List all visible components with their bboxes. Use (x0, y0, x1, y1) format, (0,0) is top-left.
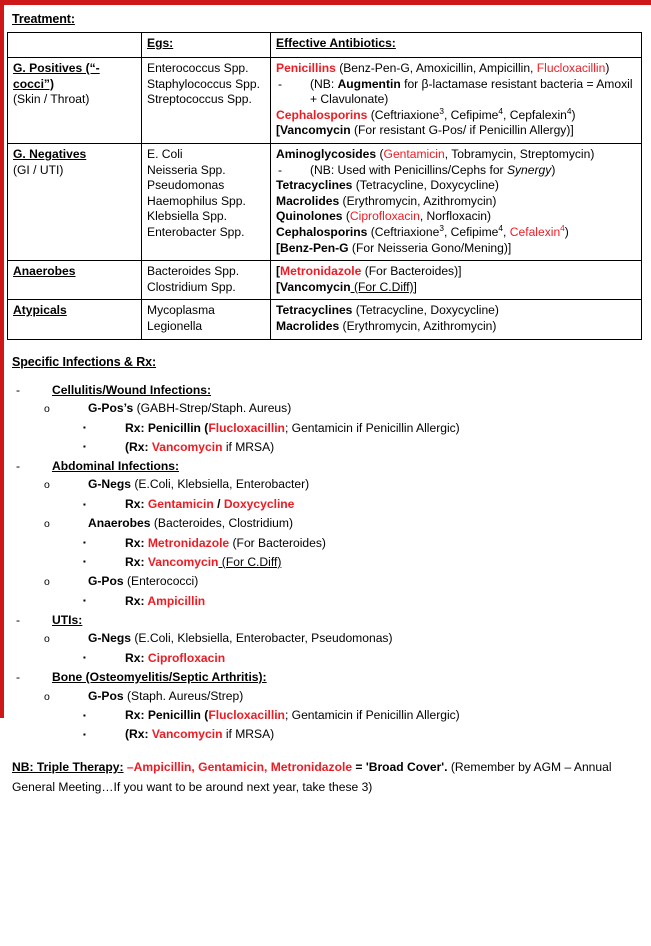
antibiotics-cell (271, 58, 642, 144)
treatment-separator: / (213, 497, 224, 512)
organism-examples-cell (142, 143, 271, 260)
treatment-heading: Treatment: (12, 12, 75, 26)
table-column-header-1 (142, 33, 271, 58)
infection-section-title (16, 668, 647, 687)
level3-square-bullet: ▪ (83, 423, 86, 433)
organism-group-name: G-Pos’s (88, 401, 134, 416)
infection-section-title (16, 611, 647, 630)
organism-group-detail: (E.Coli, Klebsiella, Enterobacter, Pseudomonas) (131, 631, 393, 646)
organism-group-name: G-Pos (88, 688, 124, 703)
infection-name: Cellulitis/Wound Infections: (52, 382, 212, 397)
organism-group-name: G-Negs (88, 477, 132, 492)
generation-superscript: 3 (439, 222, 444, 233)
treatment-drug: Flucloxacillin (208, 420, 285, 435)
antibiotic-bracket: [ (276, 264, 281, 279)
antibiotic-class-name: Metronidazole (280, 264, 362, 279)
antibiotic-detail: , Cefipime (443, 224, 499, 239)
organism-examples-cell (142, 261, 271, 300)
organism-examples-cell (142, 300, 271, 339)
treatment-line (83, 649, 647, 668)
generation-superscript: 4 (566, 105, 572, 116)
table-row (8, 58, 642, 144)
antibiotic-class-name: Cephalosporins (276, 224, 368, 239)
antibiotics-table (7, 32, 642, 340)
level3-square-bullet: ▪ (83, 653, 86, 663)
table-row (8, 143, 642, 260)
note-text-italic: Synergy (506, 162, 552, 177)
antibiotic-detail: (Ceftriaxione (367, 224, 440, 239)
antibiotic-detail: ( (376, 146, 384, 161)
treatment-note: ; Gentamicin if Penicillin Allergic) (284, 708, 460, 723)
table-header-row (8, 33, 642, 58)
note-text-bold: Augmentin (337, 76, 401, 91)
level3-square-bullet: ▪ (83, 557, 86, 567)
specific-infections-heading: Specific Infections & Rx: (12, 354, 157, 369)
infection-section-title (16, 381, 647, 400)
antibiotic-detail: , Cefipime (443, 107, 499, 122)
antibiotic-entry (276, 194, 636, 210)
organism-example: Streptococcus Spp. (147, 92, 252, 107)
antibiotic-detail: , Norfloxacin) (419, 209, 492, 224)
level3-square-bullet: ▪ (83, 499, 86, 509)
infection-name: Abdominal Infections: (52, 458, 179, 473)
organism-group (44, 399, 647, 419)
treatment-drug: Metronidazole (147, 535, 230, 550)
organism-category-name: Atypicals (13, 303, 67, 318)
treatment-note: ; Gentamicin if Penicillin Allergic) (284, 420, 460, 435)
note-text-pre: (NB: (310, 76, 338, 91)
treatment-prefix: Rx: (125, 554, 148, 569)
level2-circle-bullet: o (44, 633, 50, 646)
antibiotic-detail: ) (571, 107, 576, 122)
level3-square-bullet: ▪ (83, 729, 86, 739)
antibiotic-class-name: [Benz-Pen-G (276, 240, 349, 255)
antibiotic-detail: (For Neisseria Gono/Mening)] (348, 240, 512, 255)
document-body (4, 5, 647, 797)
antibiotic-class-name: [Vancomycin (276, 123, 351, 138)
organism-group (44, 475, 647, 495)
antibiotic-detail: (For Bacteroides)] (361, 264, 462, 279)
infection-section-title (16, 457, 647, 476)
treatment-line (83, 419, 647, 438)
antibiotic-entry (276, 209, 636, 225)
level2-circle-bullet: o (44, 518, 50, 531)
generation-superscript: 4 (498, 105, 504, 116)
antibiotic-detail: , Cepfalexin (503, 107, 567, 122)
column-header-label: Effective Antibiotics: (276, 36, 396, 50)
triple-therapy-drugs: –Ampicillin, Gentamicin, Metronidazole (123, 760, 353, 775)
antibiotic-class-name: Vancomycin (280, 279, 351, 294)
level1-dash-bullet: - (16, 612, 21, 627)
treatment-line (83, 495, 647, 514)
organism-group (44, 687, 647, 707)
antibiotic-entry (276, 319, 636, 335)
organism-group-detail: (Staph. Aureus/Strep) (123, 688, 244, 703)
antibiotic-detail: (Erythromycin, Azithromycin) (339, 193, 497, 208)
generation-superscript: 3 (439, 105, 444, 116)
level1-dash-bullet: - (16, 382, 21, 397)
antibiotics-cell (271, 300, 642, 339)
organism-group-name: Anaerobes (88, 516, 151, 531)
antibiotic-highlight: Ciprofloxacin (349, 209, 420, 224)
antibiotic-entry (276, 147, 636, 163)
treatment-drug: Gentamicin (147, 497, 214, 512)
organism-category-name: G. Negatives (13, 146, 87, 161)
level3-square-bullet: ▪ (83, 710, 86, 720)
triple-therapy-tail: (Remember by AGM – Annual General Meeting…If you want to be around next year, take these 3) (12, 760, 612, 794)
antibiotic-highlight: Gentamicin (383, 146, 445, 161)
level2-circle-bullet: o (44, 575, 50, 588)
table-column-header-2 (271, 33, 642, 58)
antibiotic-detail: (Tetracycline, Doxycycline) (352, 303, 499, 318)
level1-dash-bullet: - (16, 669, 21, 684)
antibiotic-class-name: Cephalosporins (276, 107, 368, 122)
antibiotic-detail: (For resistant G-Pos/ if Penicillin Allergy)] (350, 123, 574, 138)
table-column-header-0 (8, 33, 142, 58)
treatment-line (83, 534, 647, 553)
antibiotic-entry (276, 105, 636, 124)
antibiotic-detail: , (503, 224, 510, 239)
organism-group (44, 629, 647, 649)
organism-category-cell (8, 58, 142, 144)
treatment-prefix: Rx: Penicillin ( (125, 708, 209, 723)
note-text-post: ) (551, 162, 556, 177)
antibiotic-note (278, 162, 636, 179)
antibiotic-detail: (Benz-Pen-G, Amoxicillin, Ampicillin, (335, 61, 537, 75)
antibiotic-class-name: Tetracyclines (276, 178, 353, 193)
antibiotic-highlight: Cefalexin (509, 224, 561, 239)
triple-therapy-note (12, 758, 639, 797)
organism-example: Clostridium Spp. (147, 279, 236, 294)
antibiotic-class-name: Penicillins (276, 61, 336, 75)
treatment-line (83, 706, 647, 725)
column-header-label: Egs: (147, 36, 174, 50)
antibiotic-entry (276, 241, 636, 257)
table-row (8, 300, 642, 339)
antibiotic-detail-underlined: (For C.Diff) (350, 279, 414, 294)
level1-dash-bullet: - (16, 458, 21, 473)
organism-group (44, 514, 647, 534)
organism-group-detail: (Bacteroides, Clostridium) (150, 516, 293, 531)
generation-superscript: 4 (498, 222, 504, 233)
treatment-prefix: Rx: (125, 535, 148, 550)
antibiotic-entry (276, 123, 636, 139)
organism-group-name: G-Negs (88, 631, 132, 646)
specific-infections-outline (4, 381, 647, 745)
treatment-prefix: (Rx: (125, 439, 152, 454)
organism-examples-cell (142, 58, 271, 144)
organism-group (44, 572, 647, 592)
treatment-note-underlined: (For C.Diff) (218, 554, 282, 569)
treatment-prefix: Rx: Penicillin ( (125, 420, 209, 435)
treatment-drug: Flucloxacillin (208, 708, 285, 723)
level2-circle-bullet: o (44, 690, 50, 703)
antibiotic-entry (276, 222, 636, 241)
organism-category-name: G. Positives (“-cocci”) (13, 61, 100, 91)
note-dash-bullet: - (278, 162, 283, 177)
antibiotic-class-name: Tetracyclines (276, 303, 353, 318)
level2-circle-bullet: o (44, 479, 50, 492)
organism-category-cell (8, 143, 142, 260)
antibiotic-detail: ) (605, 61, 610, 75)
treatment-prefix: Rx: (125, 593, 148, 608)
level2-circle-bullet: o (44, 403, 50, 416)
organism-group-detail: (Enterococci) (123, 573, 199, 588)
treatment-drug: Ampicillin (147, 593, 206, 608)
treatment-prefix: (Rx: (125, 727, 152, 742)
antibiotic-detail: (Tetracycline, Doxycycline) (352, 178, 499, 193)
treatment-drug: Ciprofloxacin (147, 650, 226, 665)
note-text-post: for β-lactamase resistant bacteria = Amoxil + Clavulonate) (310, 76, 633, 107)
organism-category-name: Anaerobes (13, 264, 76, 279)
treatment-line (83, 592, 647, 611)
treatment-drug: Vancomycin (147, 554, 219, 569)
antibiotic-class-name: Aminoglycosides (276, 146, 377, 161)
organism-category-cell (8, 261, 142, 300)
organism-example: Klebsiella Spp. (147, 209, 228, 224)
organism-example: Enterococcus Spp. (147, 61, 249, 75)
antibiotic-highlight: Flucloxacillin (536, 61, 606, 75)
organism-example: E. Coli (147, 146, 183, 161)
antibiotic-bracket: [ (276, 279, 281, 294)
triple-therapy-label: NB: Triple Therapy: (12, 760, 124, 775)
treatment-line (83, 725, 647, 744)
organism-category-site: (Skin / Throat) (13, 92, 90, 107)
treatment-note: (For Bacteroides) (229, 535, 326, 550)
antibiotic-class-name: Quinolones (276, 209, 343, 224)
antibiotic-note (278, 76, 636, 108)
organism-group-name: G-Pos (88, 573, 124, 588)
antibiotic-entry (276, 178, 636, 194)
treatment-note: if MRSA) (222, 727, 275, 742)
organism-example: Pseudomonas (147, 178, 225, 193)
treatment-prefix: Rx: (125, 650, 148, 665)
organism-example: Staphylococcus Spp. (147, 76, 260, 91)
antibiotic-detail: (Erythromycin, Azithromycin) (339, 318, 497, 333)
level3-square-bullet: ▪ (83, 538, 86, 548)
antibiotic-class-name: Macrolides (276, 318, 340, 333)
organism-group-detail: (E.Coli, Klebsiella, Enterobacter) (131, 477, 310, 492)
level3-square-bullet: ▪ (83, 596, 86, 606)
treatment-drug: Vancomycin (151, 439, 223, 454)
antibiotic-entry (276, 61, 636, 77)
note-text-pre: (NB: Used with Penicillins/Cephs for (310, 162, 507, 177)
organism-example: Enterobacter Spp. (147, 224, 245, 239)
antibiotic-bracket-close: ] (413, 279, 417, 294)
organism-example: Mycoplasma (147, 303, 215, 318)
antibiotic-entry (276, 280, 636, 296)
table-row (8, 261, 642, 300)
antibiotic-detail: (Ceftriaxione (367, 107, 440, 122)
antibiotics-cell (271, 143, 642, 260)
infection-name: Bone (Osteomyelitis/Septic Arthritis): (52, 669, 267, 684)
organism-group-detail: (GABH-Strep/Staph. Aureus) (133, 401, 292, 416)
level3-square-bullet: ▪ (83, 442, 86, 452)
treatment-drug-alt: Doxycycline (223, 497, 295, 512)
treatment-drug: Vancomycin (151, 727, 223, 742)
organism-example: Legionella (147, 318, 203, 333)
treatment-note: if MRSA) (222, 439, 275, 454)
note-dash-bullet: - (278, 76, 283, 91)
generation-superscript: 4 (560, 222, 565, 233)
treatment-line (83, 438, 647, 457)
treatment-line (83, 553, 647, 572)
antibiotic-detail: ( (342, 209, 350, 224)
antibiotics-cell (271, 261, 642, 300)
antibiotic-entry (276, 264, 636, 280)
organism-example: Haemophilus Spp. (147, 193, 246, 208)
organism-category-cell (8, 300, 142, 339)
antibiotic-entry (276, 303, 636, 319)
antibiotic-detail: , Tobramycin, Streptomycin) (444, 146, 595, 161)
antibiotic-class-name: Macrolides (276, 193, 340, 208)
treatment-prefix: Rx: (125, 497, 148, 512)
infection-name: UTIs: (52, 612, 83, 627)
organism-example: Bacteroides Spp. (147, 264, 240, 279)
antibiotic-detail: ) (564, 224, 569, 239)
organism-category-site: (GI / UTI) (13, 162, 64, 177)
triple-therapy-equals: = 'Broad Cover'. (352, 760, 448, 775)
organism-example: Neisseria Spp. (147, 162, 226, 177)
